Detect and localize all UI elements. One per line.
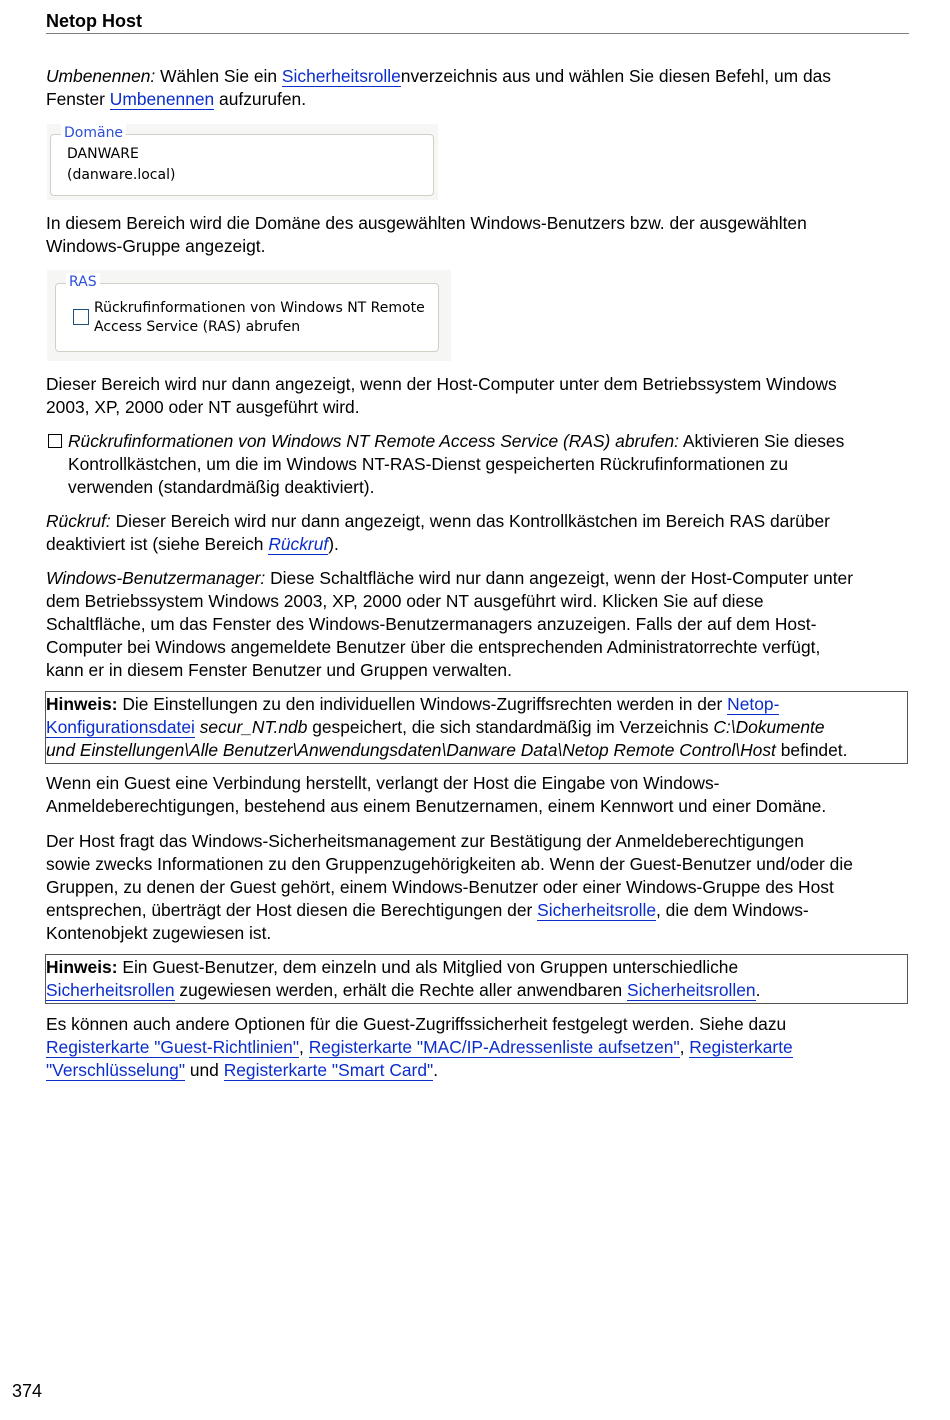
text: Wenn ein Guest eine Verbindung herstellt, verlangt der Host die Eingabe von Windows- [46, 773, 720, 793]
link-tab-encryption[interactable]: "Verschlüsselung" [46, 1060, 185, 1080]
text: Fenster [46, 89, 110, 109]
paragraph-callback [46, 510, 914, 556]
text: Ein Guest-Benutzer, dem einzeln und als Mitglied von Gruppen unterschiedliche [117, 957, 739, 977]
link-tab-smart-card[interactable]: Registerkarte "Smart Card" [223, 1060, 434, 1080]
text: befindet. [775, 740, 848, 760]
term-ras-callback: Rückrufinformationen von Windows NT Remote Access Service (RAS) abrufen: [68, 431, 679, 451]
text: , die dem Windows- [656, 900, 809, 920]
text: 2003, XP, 2000 oder NT ausgeführt wird. [46, 397, 360, 417]
text: Dieser Bereich wird nur dann angezeigt, wenn der Host-Computer unter dem Betriebssystem Windows [46, 374, 837, 394]
domain-name: DANWARE [67, 146, 139, 162]
text: deaktiviert ist (siehe Bereich [46, 534, 269, 554]
text: verwenden (standardmäßig deaktiviert). [68, 477, 375, 497]
ras-checkbox-label [94, 299, 425, 337]
paragraph-user-manager [46, 567, 914, 682]
note-label: Hinweis: [46, 694, 118, 714]
domain-screenshot [47, 124, 438, 200]
directory-path: und Einstellungen\Alle Benutzer\Anwendungsdaten\Danware Data\Netop Remote Control\Host [46, 740, 776, 760]
paragraph-other-options [46, 1013, 914, 1082]
bullet-ras-callback [68, 430, 914, 499]
text: . [755, 980, 761, 1000]
ras-checkbox[interactable] [73, 309, 89, 325]
link-tab-mac-ip-list[interactable]: Registerkarte "MAC/IP-Adressenliste aufsetzen" [308, 1037, 680, 1057]
ras-label-line: Rückrufinformationen von Windows NT Remote [94, 300, 425, 316]
link-tab-encryption[interactable]: Registerkarte [689, 1037, 793, 1057]
term-rename: Umbenennen: [46, 66, 156, 86]
text: Wählen Sie ein [155, 66, 282, 86]
page-header [46, 9, 909, 34]
text: kann er in diesem Fenster Benutzer und Gruppen verwalten. [46, 660, 512, 680]
text: In diesem Bereich wird die Domäne des ausgewählten Windows-Benutzers bzw. der ausgewählten [46, 213, 807, 233]
text: dem Betriebssystem Windows 2003, XP, 2000 oder NT ausgeführt wird. Klicken Sie auf diese [46, 591, 764, 611]
term-user-manager: Windows-Benutzermanager: [46, 568, 266, 588]
header-title: Netop Host [46, 11, 142, 31]
text: Windows-Gruppe angezeigt. [46, 236, 266, 256]
link-security-roles[interactable]: Sicherheitsrollen [627, 980, 756, 1000]
note-box-config-file [45, 691, 908, 764]
paragraph-guest-login [46, 772, 914, 818]
note-label: Hinweis: [46, 957, 118, 977]
text: Die Einstellungen zu den individuellen Windows-Zugriffsrechten werden in der [117, 694, 728, 714]
link-security-role[interactable]: Sicherheitsrolle [281, 66, 401, 86]
file-name: secur_NT.ndb [199, 717, 308, 737]
text: Kontrollkästchen, um die im Windows NT-RAS-Dienst gespeicherten Rückrufinformationen zu [68, 454, 789, 474]
text: , [679, 1037, 690, 1057]
text: Dieser Bereich wird nur dann angezeigt, wenn das Kontrollkästchen im Bereich RAS darüber [110, 511, 830, 531]
paragraph-rename [46, 65, 914, 111]
text: aufzurufen. [214, 89, 307, 109]
link-security-role[interactable]: Sicherheitsrolle [537, 900, 657, 920]
directory-path: C:\Dokumente [713, 717, 825, 737]
ras-screenshot [47, 270, 451, 361]
text: ). [328, 534, 339, 554]
text: Diese Schaltfläche wird nur dann angezeigt, wenn der Host-Computer unter [265, 568, 853, 588]
paragraph-security-management [46, 830, 914, 945]
text: und [185, 1060, 224, 1080]
link-netop-config-file[interactable]: Netop- [727, 694, 780, 714]
text: Computer bei Windows angemeldete Benutzer über die entsprechenden Administratorrechte verfügt, [46, 637, 821, 657]
domain-groupbox [50, 125, 434, 196]
link-security-roles[interactable]: Sicherheitsrollen [46, 980, 175, 1000]
paragraph-ras-info [46, 373, 914, 419]
text: nverzeichnis aus und wählen Sie diesen Befehl, um das [400, 66, 831, 86]
link-netop-config-file[interactable]: Konfigurationsdatei [46, 717, 195, 737]
text: zugewiesen werden, erhält die Rechte aller anwendbaren [174, 980, 627, 1000]
text: entsprechen, überträgt der Host diesen die Berechtigungen der [46, 900, 538, 920]
term-callback: Rückruf: [46, 511, 111, 531]
text: Gruppen, zu denen der Guest gehört, einem Windows-Benutzer oder einer Windows-Gruppe des Host [46, 877, 834, 897]
text: Es können auch andere Optionen für die Guest-Zugriffssicherheit festgelegt werden. Siehe dazu [46, 1014, 787, 1034]
checkbox-bullet-icon [48, 434, 62, 448]
text: Aktivieren Sie dieses [679, 431, 845, 451]
link-rename[interactable]: Umbenennen [109, 89, 215, 109]
domain-fqdn: (danware.local) [67, 167, 176, 183]
text: Der Host fragt das Windows-Sicherheitsmanagement zur Bestätigung der Anmeldeberechtigungen [46, 831, 804, 851]
ras-groupbox [55, 274, 439, 352]
text: sowie zwecks Informationen zu den Gruppenzugehörigkeiten ab. Wenn der Guest-Benutzer und/oder die [46, 854, 853, 874]
text: Anmeldeberechtigungen, bestehend aus einem Benutzernamen, einem Kennwort und einer Domäne. [46, 796, 827, 816]
ras-legend: RAS [66, 273, 100, 292]
page-number: 374 [12, 1381, 43, 1401]
paragraph-domain-info [46, 212, 914, 258]
text: Schaltfläche, um das Fenster des Windows-Benutzermanagers anzuzeigen. Falls der auf dem Host- [46, 614, 817, 634]
ras-label-line: Access Service (RAS) abrufen [94, 319, 301, 335]
text: gespeichert, die sich standardmäßig im Verzeichnis [307, 717, 714, 737]
note-box-security-roles [45, 954, 908, 1004]
domain-legend: Domäne [61, 124, 126, 143]
text: , [299, 1037, 309, 1057]
text: . [433, 1060, 439, 1080]
link-callback[interactable]: Rückruf [268, 534, 329, 554]
link-tab-guest-policies[interactable]: Registerkarte "Guest-Richtlinien" [46, 1037, 300, 1057]
text: Kontenobjekt zugewiesen ist. [46, 923, 272, 943]
